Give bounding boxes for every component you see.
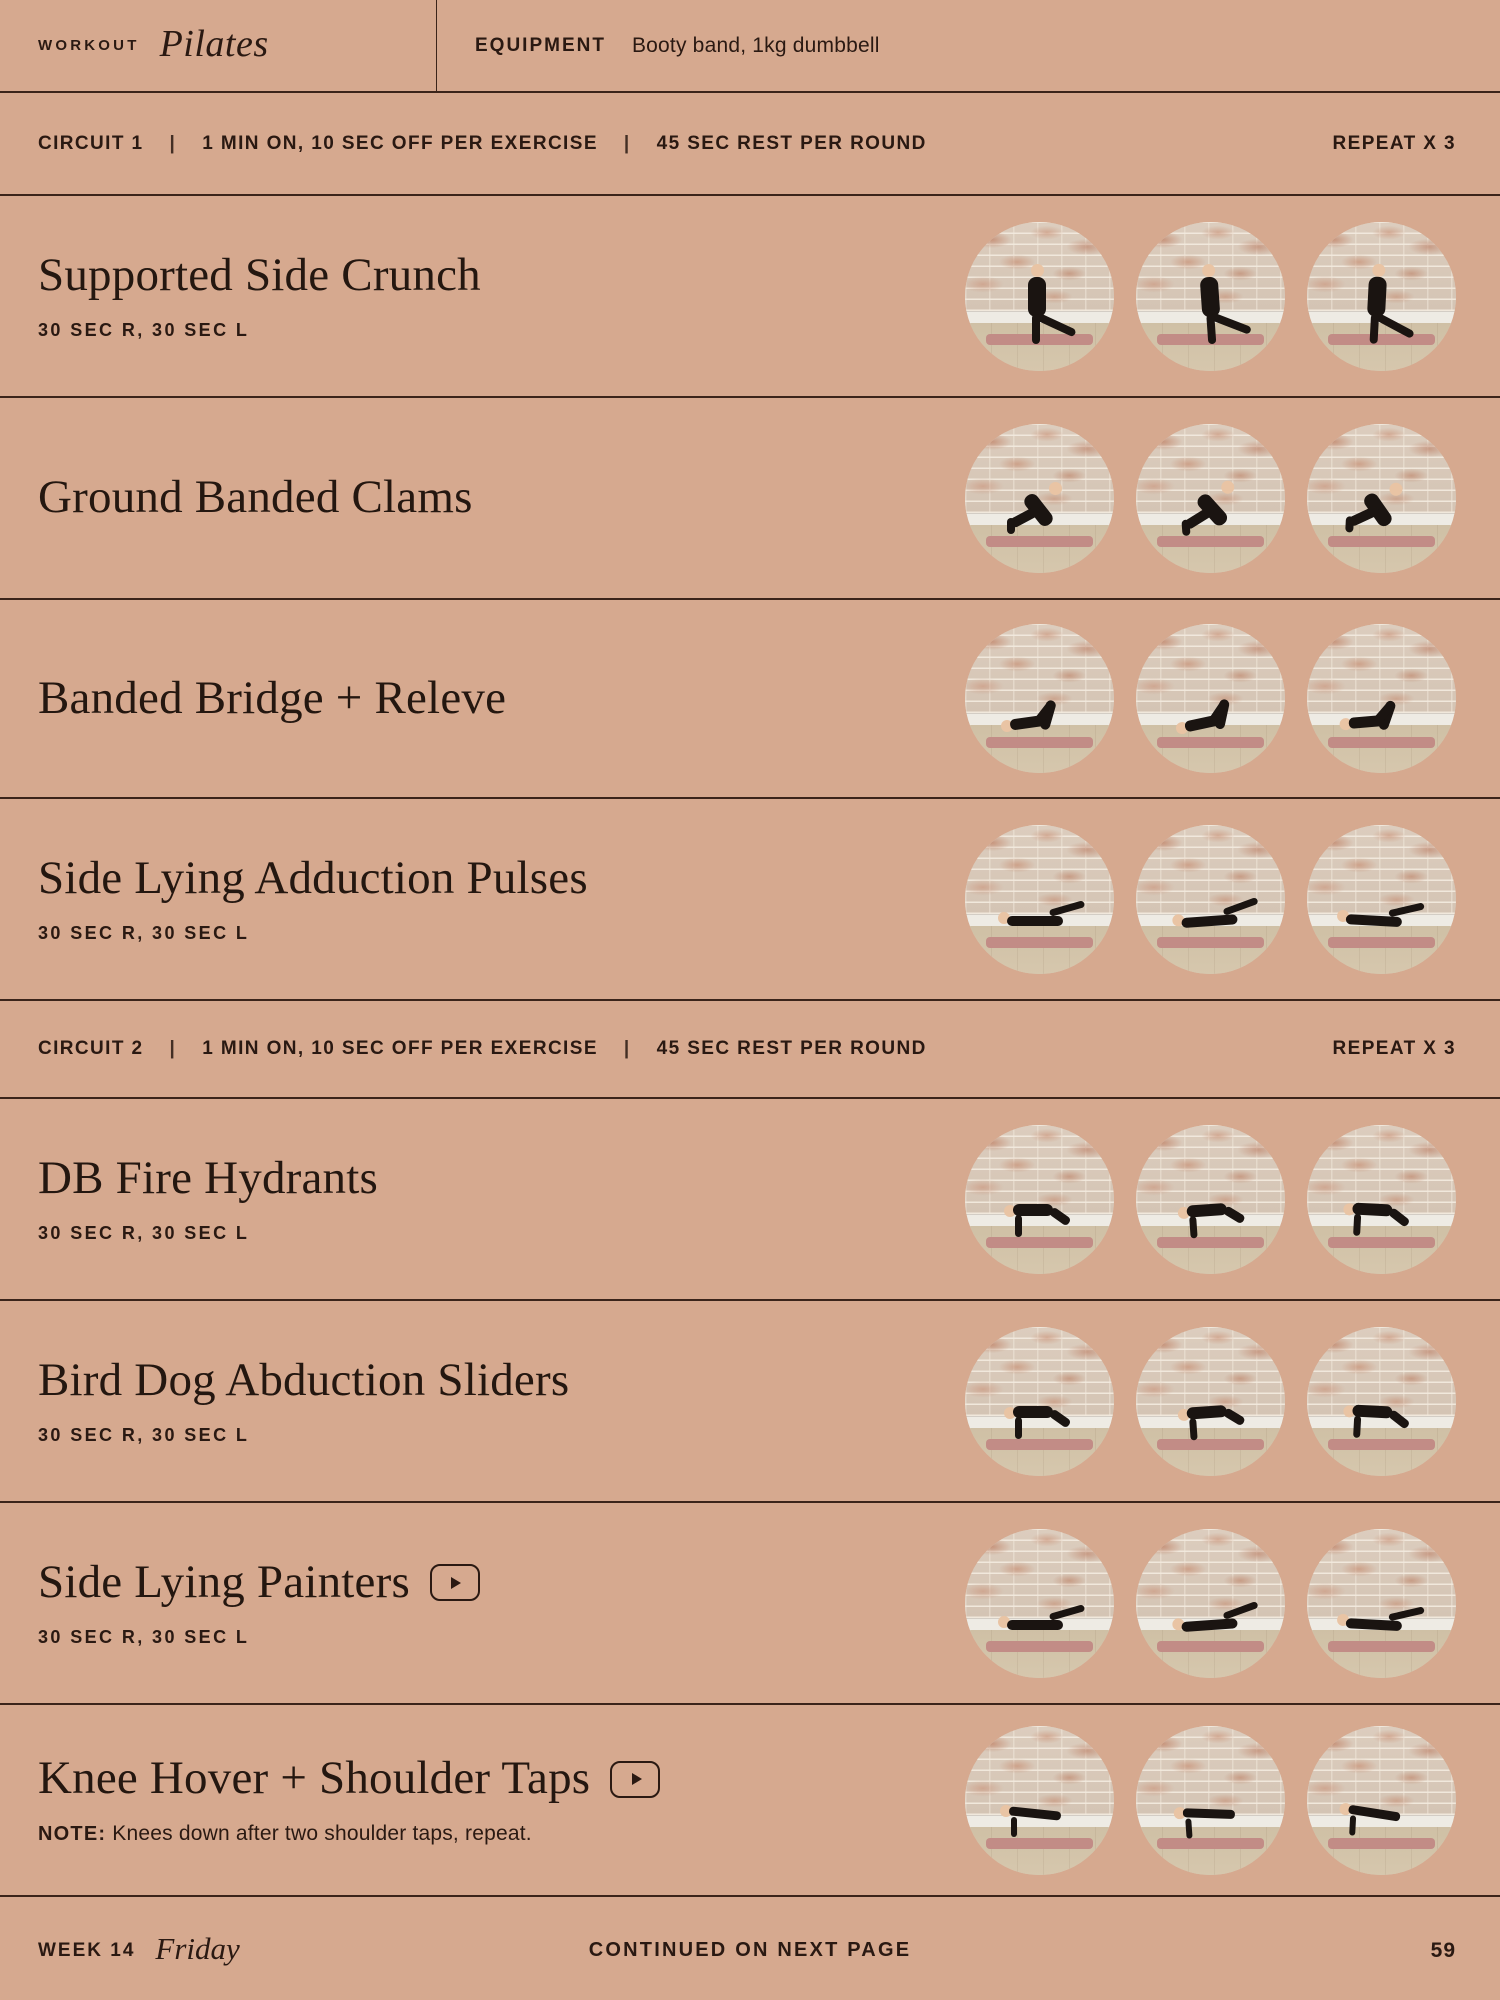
exercise-photo xyxy=(965,1726,1114,1875)
circuit-1-repeat: REPEAT X 3 xyxy=(1332,132,1456,154)
exercise-text xyxy=(38,1555,480,1648)
person-figure xyxy=(1307,624,1456,773)
exercise-photo xyxy=(1307,1726,1456,1875)
equipment-value: Booty band, 1kg dumbbell xyxy=(631,33,880,57)
exercise-text xyxy=(38,1353,570,1446)
exercise-duration: 30 SEC R, 30 SEC L xyxy=(38,923,250,944)
person-figure xyxy=(965,1726,1114,1875)
person-figure xyxy=(1307,1327,1456,1476)
exercise-row xyxy=(0,1099,1500,1301)
separator-pipe: | xyxy=(623,1038,631,1059)
exercise-row xyxy=(0,398,1500,600)
equipment-header-cell xyxy=(437,0,1500,91)
week-label: WEEK 14 xyxy=(38,1939,136,1961)
exercise-duration: 30 SEC R, 30 SEC L xyxy=(38,1627,250,1648)
circuit-1-timing: 1 MIN ON, 10 SEC OFF PER EXERCISE xyxy=(202,132,598,154)
person-figure xyxy=(1307,825,1456,974)
exercise-photos xyxy=(965,624,1456,773)
exercise-title-text: Side Lying Painters xyxy=(38,1555,410,1608)
exercise-title xyxy=(38,1555,480,1608)
exercise-photo xyxy=(1307,1327,1456,1476)
play-triangle-icon xyxy=(451,1577,461,1589)
person-figure xyxy=(965,1529,1114,1678)
continued-label: CONTINUED ON NEXT PAGE xyxy=(588,1939,912,1961)
exercise-photos xyxy=(965,424,1456,573)
person-figure xyxy=(1307,1726,1456,1875)
exercise-text xyxy=(38,851,588,944)
circuit-2-bar xyxy=(0,1001,1500,1099)
exercise-photo xyxy=(1136,424,1285,573)
exercise-photo xyxy=(1136,222,1285,371)
exercise-title-text: Ground Banded Clams xyxy=(38,471,473,524)
exercise-title xyxy=(38,851,588,904)
exercise-text xyxy=(38,473,473,522)
exercise-text xyxy=(38,671,507,724)
circuit-2-repeat: REPEAT X 3 xyxy=(1332,1038,1456,1059)
exercise-photo xyxy=(1307,624,1456,773)
exercise-photos xyxy=(965,1529,1456,1678)
circuit-1-label: CIRCUIT 1 xyxy=(38,132,144,154)
exercise-row xyxy=(0,1301,1500,1503)
exercise-photo xyxy=(1136,624,1285,773)
circuit-2-rest: 45 SEC REST PER ROUND xyxy=(656,1038,927,1059)
workout-name: Pilates xyxy=(159,22,269,65)
workout-header-cell xyxy=(0,0,437,91)
exercise-photo xyxy=(1307,1529,1456,1678)
exercise-row xyxy=(0,1705,1500,1897)
note-text: Knees down after two shoulder taps, repeat. xyxy=(112,1821,532,1845)
exercise-row xyxy=(0,600,1500,799)
circuit-1-info xyxy=(38,133,927,155)
person-figure xyxy=(1136,222,1285,371)
exercise-photo xyxy=(1136,1529,1285,1678)
exercise-title xyxy=(38,1151,379,1204)
exercise-photo xyxy=(965,1125,1114,1274)
exercise-duration: 30 SEC R, 30 SEC L xyxy=(38,320,250,341)
person-figure xyxy=(965,1327,1114,1476)
separator-pipe: | xyxy=(623,132,631,154)
exercise-title-text: Side Lying Adduction Pulses xyxy=(38,851,588,904)
exercise-photo xyxy=(965,624,1114,773)
exercise-photo xyxy=(1136,825,1285,974)
equipment-label: EQUIPMENT xyxy=(475,34,606,56)
person-figure xyxy=(1307,1529,1456,1678)
exercise-title-text: Supported Side Crunch xyxy=(38,248,481,301)
person-figure xyxy=(965,825,1114,974)
person-figure xyxy=(965,222,1114,371)
video-play-icon[interactable] xyxy=(610,1761,660,1798)
page-header xyxy=(0,0,1500,93)
exercise-photo xyxy=(1136,1125,1285,1274)
exercise-photo xyxy=(1136,1726,1285,1875)
exercise-duration: 30 SEC R, 30 SEC L xyxy=(38,1425,250,1446)
exercise-photo xyxy=(1136,1327,1285,1476)
exercise-note xyxy=(38,1822,660,1846)
exercise-photos xyxy=(965,1726,1456,1875)
exercise-photos xyxy=(965,1125,1456,1274)
person-figure xyxy=(1307,222,1456,371)
exercise-photo xyxy=(965,424,1114,573)
exercise-title xyxy=(38,1754,660,1803)
exercise-photo xyxy=(1307,222,1456,371)
exercise-photo xyxy=(1307,1125,1456,1274)
exercise-photos xyxy=(965,825,1456,974)
person-figure xyxy=(1136,424,1285,573)
exercise-photos xyxy=(965,222,1456,371)
play-triangle-icon xyxy=(632,1773,642,1785)
person-figure xyxy=(1136,1726,1285,1875)
exercise-photo xyxy=(1307,825,1456,974)
person-figure xyxy=(965,1125,1114,1274)
exercise-photo xyxy=(1307,424,1456,573)
exercise-row xyxy=(0,799,1500,1001)
page-footer xyxy=(0,1897,1500,2000)
exercise-photo xyxy=(965,222,1114,371)
exercise-title xyxy=(38,1353,570,1406)
exercise-text xyxy=(38,1151,379,1244)
person-figure xyxy=(1136,624,1285,773)
circuit-2-info xyxy=(38,1038,927,1060)
circuit-2-label: CIRCUIT 2 xyxy=(38,1038,144,1059)
exercise-title-text: Banded Bridge + Releve xyxy=(38,671,507,724)
exercise-title xyxy=(38,671,507,724)
circuit-2-timing: 1 MIN ON, 10 SEC OFF PER EXERCISE xyxy=(202,1038,598,1059)
exercise-title-text: DB Fire Hydrants xyxy=(38,1151,379,1204)
person-figure xyxy=(965,624,1114,773)
exercise-title-text: Bird Dog Abduction Sliders xyxy=(38,1353,570,1406)
separator-pipe: | xyxy=(169,132,177,154)
exercise-title-text: Knee Hover + Shoulder Taps xyxy=(38,1752,591,1805)
exercise-photo xyxy=(965,1529,1114,1678)
person-figure xyxy=(1307,1125,1456,1274)
page-number: 59 xyxy=(1430,1938,1456,1962)
exercise-row xyxy=(0,196,1500,398)
person-figure xyxy=(1136,825,1285,974)
circuit-1-rest: 45 SEC REST PER ROUND xyxy=(656,132,927,154)
person-figure xyxy=(965,424,1114,573)
exercise-photos xyxy=(965,1327,1456,1476)
exercise-title xyxy=(38,248,481,301)
video-play-icon[interactable] xyxy=(430,1564,480,1601)
exercise-text xyxy=(38,248,481,341)
exercise-photo xyxy=(965,825,1114,974)
note-label: NOTE: xyxy=(38,1822,107,1845)
person-figure xyxy=(1307,424,1456,573)
person-figure xyxy=(1136,1529,1285,1678)
exercise-duration: 30 SEC R, 30 SEC L xyxy=(38,1223,250,1244)
exercise-text xyxy=(38,1754,660,1845)
exercise-photo xyxy=(965,1327,1114,1476)
exercise-title xyxy=(38,473,473,522)
person-figure xyxy=(1136,1125,1285,1274)
separator-pipe: | xyxy=(169,1038,177,1059)
circuit-1-bar xyxy=(0,93,1500,196)
person-figure xyxy=(1136,1327,1285,1476)
exercise-row xyxy=(0,1503,1500,1705)
workout-label: WORKOUT xyxy=(38,37,140,54)
day-name: Friday xyxy=(155,1930,240,1966)
